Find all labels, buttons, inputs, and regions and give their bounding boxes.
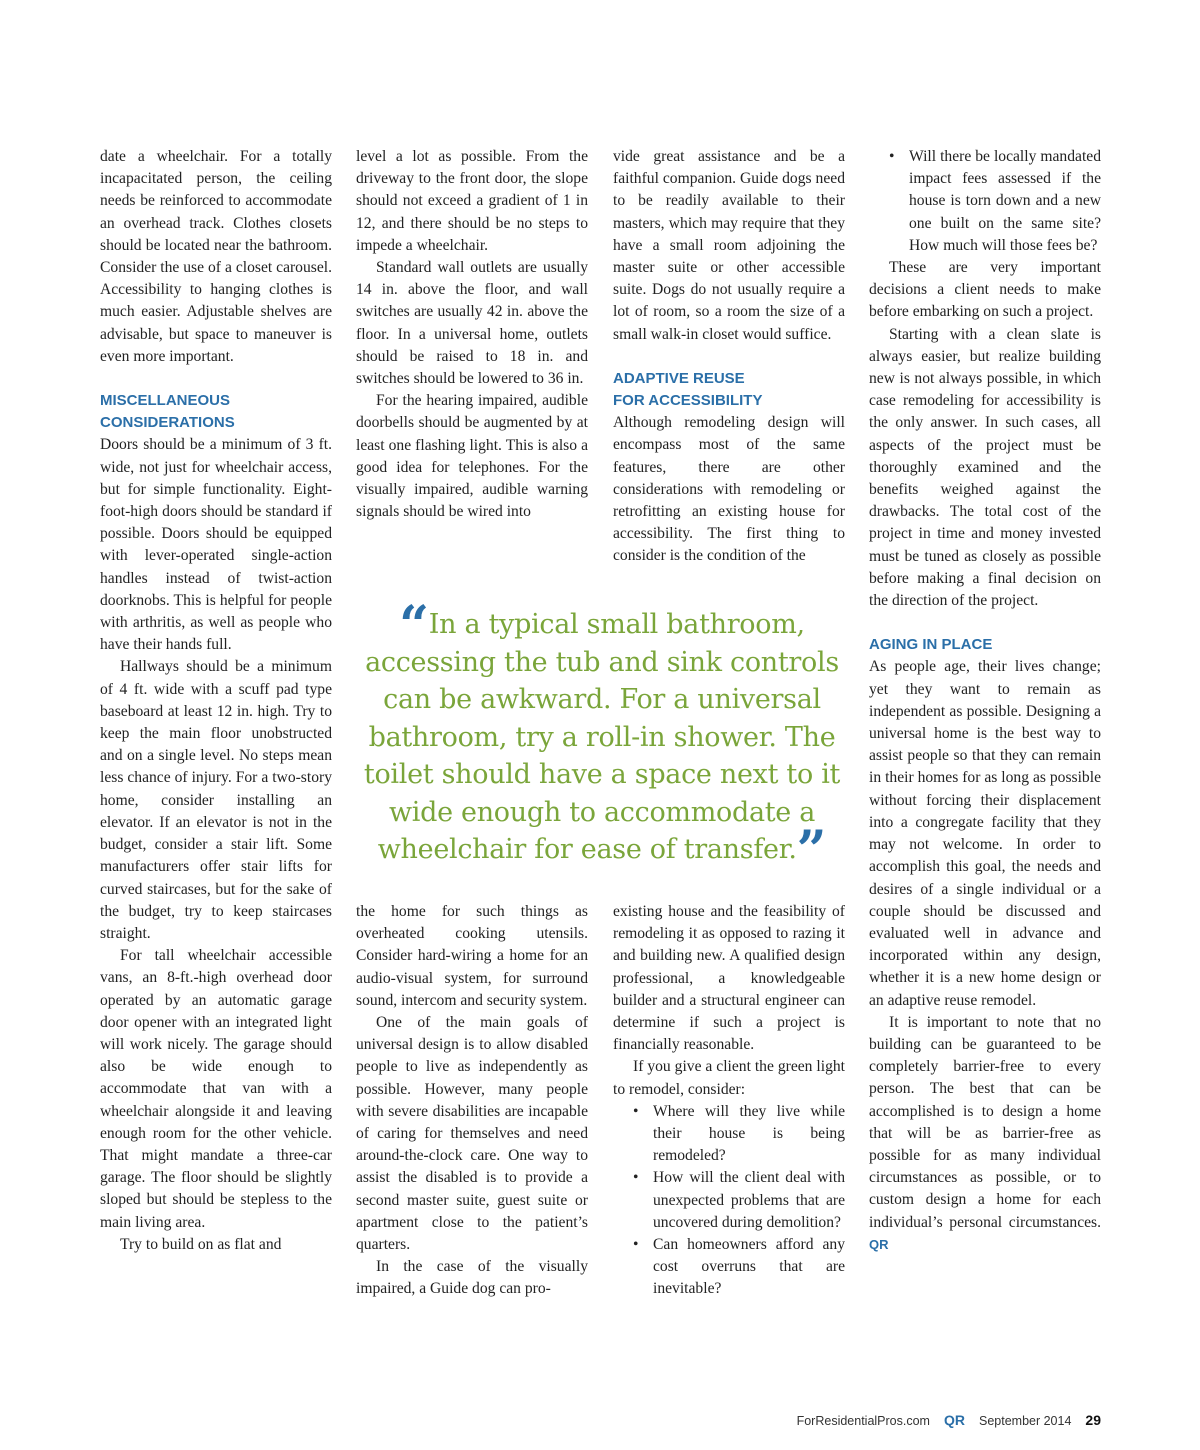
column-4 (869, 146, 1101, 1256)
paragraph: vide great assistance and be a faithful companion. Guide dogs need to be readily available to their masters, which may require that they have a small room adjoining the master suite or other accessible suite. Dogs do not usually require a lot of room, so a room the size of a small walk-in closet would suffice. (613, 148, 845, 343)
column-2-top (356, 146, 588, 523)
list-item: • How will the client deal with unexpected problems that are uncovered during demolition? (613, 1167, 845, 1234)
paragraph: Try to build on as flat and (120, 1235, 282, 1253)
paragraph: As people age, their lives change; yet they want to remain as independent as possible. Designing a universal home is the best way to assist people so that they can remain in their homes for as long as possible without forcing their displacement into a congregate facility that they may not welcome. In order to accomplish this goal, the needs and desires of a single individual or a couple should be discussed and evaluated well in advance and incorporated within any design, whether it is a new home design or an adaptive reuse remodel. (869, 658, 1101, 1009)
paragraph: the home for such things as overheated cooking utensils. Consider hard-wiring a home for an audio-visual system, for surround sound, intercom and security system. (356, 903, 588, 1009)
section-heading-miscellaneous: MISCELLANEOUS CONSIDERATIONS (100, 392, 235, 432)
footer-date: September 2014 (978, 1414, 1072, 1428)
list-item: • Where will they live while their house is being remodeled? (613, 1101, 845, 1168)
paragraph: If you give a client the green light to remodel, consider: (613, 1058, 845, 1098)
footer-logo: QR (943, 1412, 965, 1428)
list-item: • Can homeowners afford any cost overruns that are inevitable? (613, 1234, 845, 1301)
paragraph: level a lot as possible. From the driveway to the front door, the slope should not exceed a gradient of 1 in 12, and there should be no steps to impede a wheelchair. (356, 148, 588, 254)
page-number: 29 (1085, 1412, 1101, 1428)
page-footer (797, 1412, 1101, 1428)
section-heading-adaptive-reuse: ADAPTIVE REUSE FOR ACCESSIBILITY (613, 369, 763, 410)
close-quote-mark: ” (796, 820, 827, 881)
paragraph: In the case of the visually impaired, a Guide dog can pro- (356, 1258, 588, 1298)
bullet-list (613, 1101, 845, 1301)
paragraph: Standard wall outlets are usually 14 in. above the floor, and wall switches are usually 42 in. above the floor. In a universal home, outlets should be raised to 18 in. and switches should be lowered to 36 in. (356, 259, 588, 388)
paragraph: date a wheelchair. For a totally incapacitated person, the ceiling needs be reinforced to accommodate an overhead track. Clothes closets should be located near the bathroom. Consider the use of a closet carousel. Accessibility to hanging clothes is much easier. Adjustable shelves are advisable, but space to maneuver is even more important. (100, 148, 332, 365)
end-mark: QR (869, 1236, 889, 1252)
column-3-top (613, 146, 845, 568)
open-quote-mark: “ (399, 595, 429, 656)
footer-site: ForResidentialPros.com (796, 1414, 930, 1428)
paragraph: One of the main goals of universal design is to allow disabled people to live as independently as possible. However, many people with severe disabilities are incapable of caring for themselves and need around-the-clock care. One way to assist the disabled is to provide a second master suite, guest suite or apartment close to the patient’s quarters. (356, 1014, 588, 1254)
paragraph: Although remodeling design will encompass most of the same features, there are other considerations with remodeling or retrofitting an existing house for accessibility. The first thing to consider is the condition of the (613, 414, 845, 565)
pull-quote (352, 595, 852, 881)
column-2-bottom (356, 901, 588, 1301)
paragraph: existing house and the feasibility of remodeling it as opposed to razing it and building new. A qualified design professional, a knowledgeable builder and a structural engineer can determine if such a project is financially reasonable. (613, 903, 845, 1054)
section-heading-aging-in-place: AGING IN PLACE (869, 636, 993, 654)
column-1 (100, 146, 332, 1256)
paragraph: Hallways should be a minimum of 4 ft. wide with a scuff pad type baseboard at least 12 in. high. Try to keep the main floor unobstructed and on a single level. No steps mean less chance of injury. For a two-story home, consider installing an elevator. If an elevator is not in the budget, consider a stair lift. Some manufacturers offer stair lifts for curved staircases, but for the sake of the budget, try to keep staircases straight. (100, 658, 332, 942)
paragraph: Doors should be a minimum of 3 ft. wide, not just for wheelchair access, but for simple functionality. Eight-foot-high doors should be standard if possible. Doors should be equipped with lever-operated single-action handles instead of twist-action doorknobs. This is helpful for people with arthritis, as well as people who have their hands full. (100, 436, 332, 654)
paragraph: It is important to note that no building can be guaranteed to be completely barrier-free to every person. The best that can be accomplished is to design a home that will be as barrier-free as possible for as many individual circumstances as possible, or to custom design a home for each individual’s personal circumstances. QR (869, 1013, 1101, 1252)
pull-quote-text: In a typical small bathroom, accessing the tub and sink controls can be awkward. For a universal bathroom, try a roll-in shower. The toilet should have a space next to it wide enough to accommodate a wheelchair for ease of transfer. (363, 609, 841, 865)
list-item: • Will there be locally mandated impact fees assessed if the house is torn down and a new one built on the same site? How much will those fees be? (869, 146, 1101, 257)
bullet-list (869, 146, 1101, 257)
paragraph: Starting with a clean slate is always easier, but realize building new is not always possible, in which case remodeling for accessibility is the only answer. In such cases, all aspects of the project must be thoroughly examined and the benefits weighed against the drawbacks. The total cost of the project in time and money invested must be tuned as closely as possible before making a final decision on the direction of the project. (869, 325, 1101, 610)
column-3-bottom (613, 901, 845, 1301)
paragraph: These are very important decisions a client needs to make before embarking on such a project. (869, 259, 1101, 321)
paragraph: For tall wheelchair accessible vans, an 8-ft.-high overhead door operated by an automatic garage door opener with an integrated light will work nicely. The garage should also be wide enough to accommodate that van with a wheelchair alongside it and leaving enough room for the other vehicle. That might mandate a three-car garage. The floor should be slightly sloped but should be stepless to the main living area. (100, 947, 332, 1231)
paragraph: For the hearing impaired, audible doorbells should be augmented by at least one flashing light. This is also a good idea for telephones. For the visually impaired, audible warning signals should be wired into (356, 392, 588, 521)
